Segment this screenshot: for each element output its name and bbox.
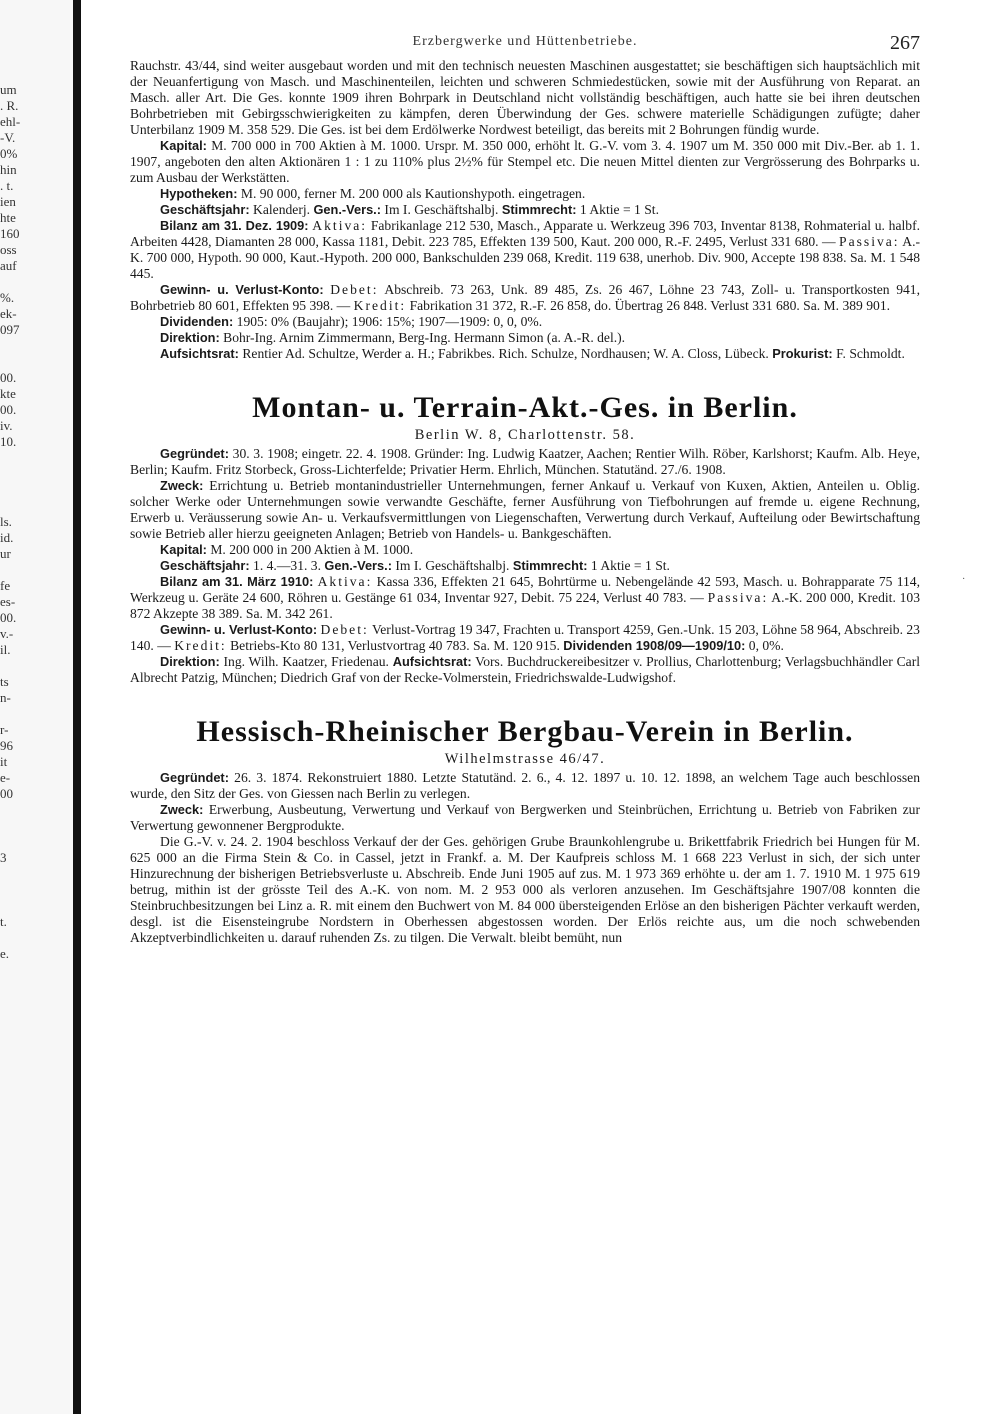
gutter-fragment: . R. xyxy=(0,98,19,113)
company-title: Montan- u. Terrain-Akt.-Ges. in Berlin. xyxy=(252,391,798,424)
authorized-officer-label: Prokurist: xyxy=(772,346,833,361)
gutter-fragment: t. xyxy=(0,914,7,929)
gutter-fragment: r- xyxy=(0,722,9,737)
credit-label: Kredit: xyxy=(353,298,407,313)
gutter-fragment: 3 xyxy=(0,850,7,865)
management-label: Direktion: xyxy=(160,330,220,345)
gutter-fragment: 00 xyxy=(0,786,13,801)
assets-label: Aktiva: xyxy=(312,218,368,233)
profit-loss-label: Gewinn- u. Verlust-Konto: xyxy=(160,282,324,297)
gutter-fragment: 96 xyxy=(0,738,13,753)
gutter-fragment: oss xyxy=(0,242,17,257)
gutter-fragment: v.- xyxy=(0,626,14,641)
fiscal-year-text: 1. 4.—31. 3. xyxy=(253,558,321,573)
margin-speck: · xyxy=(962,574,966,585)
gutter-fragment: it xyxy=(0,754,8,769)
board-text: Vors. Buchdruckereibesitzer v. Prollius, Charlottenburg; Verlagsbuchhändler Carl Albrecht Patzig, München; Diedrich Graf von der Recke-Volmerstein, Friedrichswalde-Ludwigshof. xyxy=(130,654,920,685)
gutter-fragment: 00. xyxy=(0,370,17,385)
gutter-fragment: ts xyxy=(0,674,9,689)
gutter-fragment: fe xyxy=(0,578,11,593)
fiscal-year-label: Geschäftsjahr: xyxy=(160,558,250,573)
gutter-fragment: hin xyxy=(0,162,17,177)
voting-right-text: 1 Aktie = 1 St. xyxy=(590,558,670,573)
profit-loss-paragraph xyxy=(130,282,920,314)
dividends-paragraph xyxy=(130,314,920,330)
balance-label: Bilanz am 31. Dez. 1909: xyxy=(160,218,309,233)
capital-label: Kapital: xyxy=(160,542,207,557)
gutter-fragment: ur xyxy=(0,546,11,561)
gutter-fragment: auf xyxy=(0,258,17,273)
capital-label: Kapital: xyxy=(160,138,207,153)
authorized-officer-text: F. Schmoldt. xyxy=(836,346,905,361)
voting-right-text: 1 Aktie = 1 St. xyxy=(579,202,659,217)
dividends-label: Dividenden: xyxy=(160,314,234,329)
gutter-fragment: ek- xyxy=(0,306,17,321)
founded-text: 26. 3. 1874. Rekonstruiert 1880. Letzte Statutänd. 2. 6., 4. 12. 1897 u. 10. 12. 1898, an welchem Tage auch beschlossen wurde, den Sitz der Ges. von Giessen nach Berlin zu verlegen. xyxy=(130,770,920,801)
gutter-fragment: . t. xyxy=(0,178,14,193)
company-title: Hessisch-Rheinischer Bergbau-Verein in Berlin. xyxy=(196,715,854,748)
company-address: Berlin W. 8, Charlottenstr. 58. xyxy=(414,427,636,443)
book-binding-edge xyxy=(73,0,81,1414)
gutter-fragment: kte xyxy=(0,386,16,401)
voting-right-label: Stimmrecht: xyxy=(501,202,577,217)
general-meeting-text: Im I. Geschäftshalbj. xyxy=(384,202,499,217)
entry-montan-terrain xyxy=(130,390,920,686)
gutter-fragment: e. xyxy=(0,946,10,961)
liabilities-label: Passiva: xyxy=(839,234,900,249)
debit-text: Abschreib. 73 263, Unk. 89 485, Zs. 26 467, Löhne 23 743, Zoll- u. Transportkosten 941, Bohrbetrieb 80 601, Effekten 95 398. — xyxy=(130,282,920,313)
capital-text: M. 700 000 in 700 Aktien à M. 1000. Urspr. M. 350 000, erhöht lt. G.-V. vom 3. 4. 1907 um M. 350 000 mit Div.-Ber. ab 1. 1. 1907, angeboten den alten Aktionären 1 : 1 zu 110% plus 2½% für Stempel etc. Die neuen Mittel dienten zur Vergrösserung des Bohrparks u. zum Ausbau der Werkstätten. xyxy=(130,138,920,185)
liabilities-label: Passiva: xyxy=(707,590,769,605)
dividends-label: Dividenden 1908/09—1909/10: xyxy=(563,638,746,653)
gutter-fragment: ien xyxy=(0,194,16,209)
management-text: Bohr-Ing. Arnim Zimmermann, Berg-Ing. Hermann Simon (a. A.-R. del.). xyxy=(223,330,626,345)
founded-paragraph xyxy=(130,446,920,478)
capital-paragraph xyxy=(130,138,920,186)
profit-loss-label: Gewinn- u. Verlust-Konto: xyxy=(160,622,318,637)
management-paragraph xyxy=(130,330,920,346)
voting-right-label: Stimmrecht: xyxy=(512,558,588,573)
management-text: Ing. Wilh. Kaatzer, Friedenau. xyxy=(223,654,389,669)
fiscal-year-label: Geschäftsjahr: xyxy=(160,202,250,217)
purpose-text: Erwerbung, Ausbeutung, Verwertung und Verkauf von Bergwerken und Steinbrüchen, Errichtung u. Betrieb von Fabriken zur Verwertung gewonnener Bergprodukte. xyxy=(130,802,920,833)
capital-paragraph xyxy=(130,542,920,558)
running-head: Erzbergwerke und Hüttenbetriebe. xyxy=(412,34,638,49)
page-header xyxy=(130,32,920,58)
gutter-fragment: 00. xyxy=(0,610,17,625)
gutter-fragment: -V. xyxy=(0,130,16,145)
gutter-fragment: 00. xyxy=(0,402,17,417)
dividends-text: 0, 0%. xyxy=(748,638,784,653)
assets-label: Aktiva: xyxy=(317,574,373,589)
adjacent-page-margin xyxy=(0,0,73,1414)
gutter-fragment: il. xyxy=(0,642,11,657)
balance-paragraph xyxy=(130,574,920,622)
gutter-fragment: %. xyxy=(0,290,15,305)
founded-paragraph xyxy=(130,770,920,802)
general-meeting-text: Im I. Geschäftshalbj. xyxy=(395,558,510,573)
debit-label: Debet: xyxy=(330,282,379,297)
management-paragraph xyxy=(130,654,920,686)
general-meeting-label: Gen.-Vers.: xyxy=(313,202,382,217)
mortgage-paragraph xyxy=(130,186,920,202)
founded-label: Gegründet: xyxy=(160,446,229,461)
general-meeting-label: Gen.-Vers.: xyxy=(324,558,392,573)
board-text: Rentier Ad. Schultze, Werder a. H.; Fabrikbes. Rich. Schulze, Nordhausen; W. A. Closs, Lübeck. xyxy=(242,346,769,361)
dividends-text: 1905: 0% (Baujahr); 1906: 15%; 1907—1909: 0, 0, 0%. xyxy=(236,314,543,329)
fiscal-year-text: Kalenderj. xyxy=(253,202,311,217)
founded-label: Gegründet: xyxy=(160,770,229,785)
board-label: Aufsichtsrat: xyxy=(160,346,239,361)
capital-text: M. 200 000 in 200 Aktien à M. 1000. xyxy=(210,542,414,557)
gutter-fragment: e- xyxy=(0,770,11,785)
purpose-text: Errichtung u. Betrieb montanindustrieller Unternehmungen, ferner Ankauf u. Verkauf von Kuxen, Aktien, Anteilen u. Oblig. solcher Werke oder Unternehmungen sowie verwandte Geschäfte, ferner Ausführung von Tiefbohrungen auf fremde u. eigene Rechnung, Erwerb u. Veräusserung sowie An- u. Verkaufsvermittlungen von Liegenschaften, Verwertung durch Verkauf, Aufteilung oder Bewirtschaftung sowie Betrieb aller hierzu geeigneten Anlagen; Betrieb von Handels- u. Bankgeschäften. xyxy=(130,478,920,541)
gutter-fragment: 097 xyxy=(0,322,20,337)
gutter-fragment: 160 xyxy=(0,226,20,241)
founded-text: 30. 3. 1908; eingetr. 22. 4. 1908. Gründer: Ing. Ludwig Kaatzer, Aachen; Rentier Wilh. Röber, Karlshorst; Kaufm. Alb. Heye, Berlin; Kaufm. Fritz Storbeck, Gross-Lichterfelde; Privatier Herm. Ehrlich, München. Statutänd. 27./6. 1908. xyxy=(130,446,920,477)
purpose-paragraph xyxy=(130,802,920,834)
liabilities-text: A.-K. 200 000, Kredit. 103 872 Akzepte 38 389. Sa. M. 342 261. xyxy=(130,590,920,621)
purpose-label: Zweck: xyxy=(160,802,204,817)
credit-text: Fabrikation 31 372, R.-F. 26 858, do. Übertrag 26 848. Verlust 331 680. Sa. M. 389 901. xyxy=(409,298,891,313)
company-address: Wilhelmstrasse 46/47. xyxy=(444,751,606,767)
board-paragraph xyxy=(130,346,920,362)
gutter-fragment: n- xyxy=(0,690,11,705)
fiscal-paragraph xyxy=(130,202,920,218)
history-paragraph: Die G.-V. v. 24. 2. 1904 beschloss Verkauf der der Ges. gehörigen Grube Braunkohlengrube u. Brikettfabrik Friedrich bei Hungen für M. 625 000 an die Firma Stein & Co. in Cassel, jetzt in Frankf. a. M. Der Kaufpreis schloss M. 1 668 223 Verlust in sich, der sich unter Hinzurechnung der bisherigen Betriebsverluste u. Abschreib. Ende Juni 1905 auf zus. M. 1 973 369 erhöhte u. der am 1. 7. 1910 M. 1 975 619 betrug, mithin ist der grösste Teil des A.-K. von nom. M. 2 953 000 als verloren anzusehen. Im Geschäftsjahre 1907/08 konnten die Steinbruchbesitzungen bei Linz a. R. mit einem den Buchwert von M. 84 000 übersteigenden Erlöse an den bisherigen Pächter verkauft werden, desgl. ist die Eisensteingrube Nordstern in Oberhessen abgestossen worden. Der Erlös reichte aus, um die noch schwebenden Akzeptverbindlichkeiten u. darauf ruhenden Zs. zu tilgen. Die Verwalt. bleibt bemüht, nun xyxy=(130,834,920,945)
fiscal-paragraph xyxy=(130,558,920,574)
management-label: Direktion: xyxy=(160,654,220,669)
entry-hessisch-rheinischer xyxy=(130,714,920,946)
credit-label: Kredit: xyxy=(174,638,227,653)
gutter-fragment: 0% xyxy=(0,146,18,161)
profit-loss-paragraph xyxy=(130,622,920,654)
assets-text: Fabrikanlage 212 530, Masch., Apparate u. Werkzeug 396 703, Inventar 8138, Rohmaterial u. halbf. Arbeiten 4428, Diamanten 28 000, Kassa 1181, Debit. 223 785, Effekten 139 500, Kaut. 200 000, R.-F. 2495, Verlust 331 680. — xyxy=(130,218,920,249)
gutter-fragment: id. xyxy=(0,530,14,545)
debit-text: Verlust-Vortrag 19 347, Frachten u. Transport 4259, Gen.-Unk. 15 203, Löhne 58 964, Abschreib. 23 140. — xyxy=(130,622,920,653)
purpose-paragraph xyxy=(130,478,920,542)
gutter-fragment: ehl- xyxy=(0,114,21,129)
balance-label: Bilanz am 31. März 1910: xyxy=(160,574,314,589)
debit-label: Debet: xyxy=(320,622,369,637)
gutter-fragment: 10. xyxy=(0,434,17,449)
balance-paragraph xyxy=(130,218,920,282)
gutter-fragment: es- xyxy=(0,594,16,609)
gutter-fragment: hte xyxy=(0,210,16,225)
gutter-fragment: iv. xyxy=(0,418,13,433)
description-paragraph: Rauchstr. 43/44, sind weiter ausgebaut worden und mit den technisch neuesten Maschinen ausgestattet; sie beschäftigen sich hauptsächlich mit der Neuanfertigung von Masch. und Maschinenteilen, leichten und schweren Schmiedestücken, sowie mit der Ausführung von Reparat. an Masch. aller Art. Die Ges. konnte 1909 ihren Bohrpark in Deutschland nicht vollständig beschäftigen, auch hatte sie bei ihren deutschen Bohrbetrieben mit Gebirgsschwierigkeiten zu kämpfen, deren Überwindung der Ges. schwere materielle Schädigungen zufügte; daher Unterbilanz 1909 M. 358 529. Die Ges. ist bei dem Erdölwerke Nordwest beteiligt, das bereits mit 2 Bohrungen fündig wurde. xyxy=(130,58,920,137)
mortgage-text: M. 90 000, ferner M. 200 000 als Kautionshypoth. eingetragen. xyxy=(240,186,586,201)
board-label: Aufsichtsrat: xyxy=(392,654,472,669)
page-number: 267 xyxy=(890,32,920,54)
assets-text: Kassa 336, Effekten 21 645, Bohrtürme u. Nebengelände 42 593, Masch. u. Bohrapparate 75 114, Werkzeug u. Geräte 24 600, Röhren u. Gestänge 61 034, Inventar 927, Debit. 75 224, Verlust 40 783. — xyxy=(130,574,920,605)
entry-continued xyxy=(130,58,920,362)
mortgage-label: Hypotheken: xyxy=(160,186,238,201)
credit-text: Betriebs-Kto 80 131, Verlustvortrag 40 783. Sa. M. 120 915. xyxy=(230,638,560,653)
document-page xyxy=(130,32,920,1402)
gutter-fragment: ls. xyxy=(0,514,12,529)
purpose-label: Zweck: xyxy=(160,478,204,493)
liabilities-text: A.-K. 700 000, Hypoth. 90 000, Kaut.-Hypoth. 200 000, Bankschulden 239 068, Kredit. 119 638, unerhob. Div. 900, Accepte 198 838. Sa. M. 1 548 445. xyxy=(130,234,920,281)
gutter-fragment: um xyxy=(0,82,17,97)
